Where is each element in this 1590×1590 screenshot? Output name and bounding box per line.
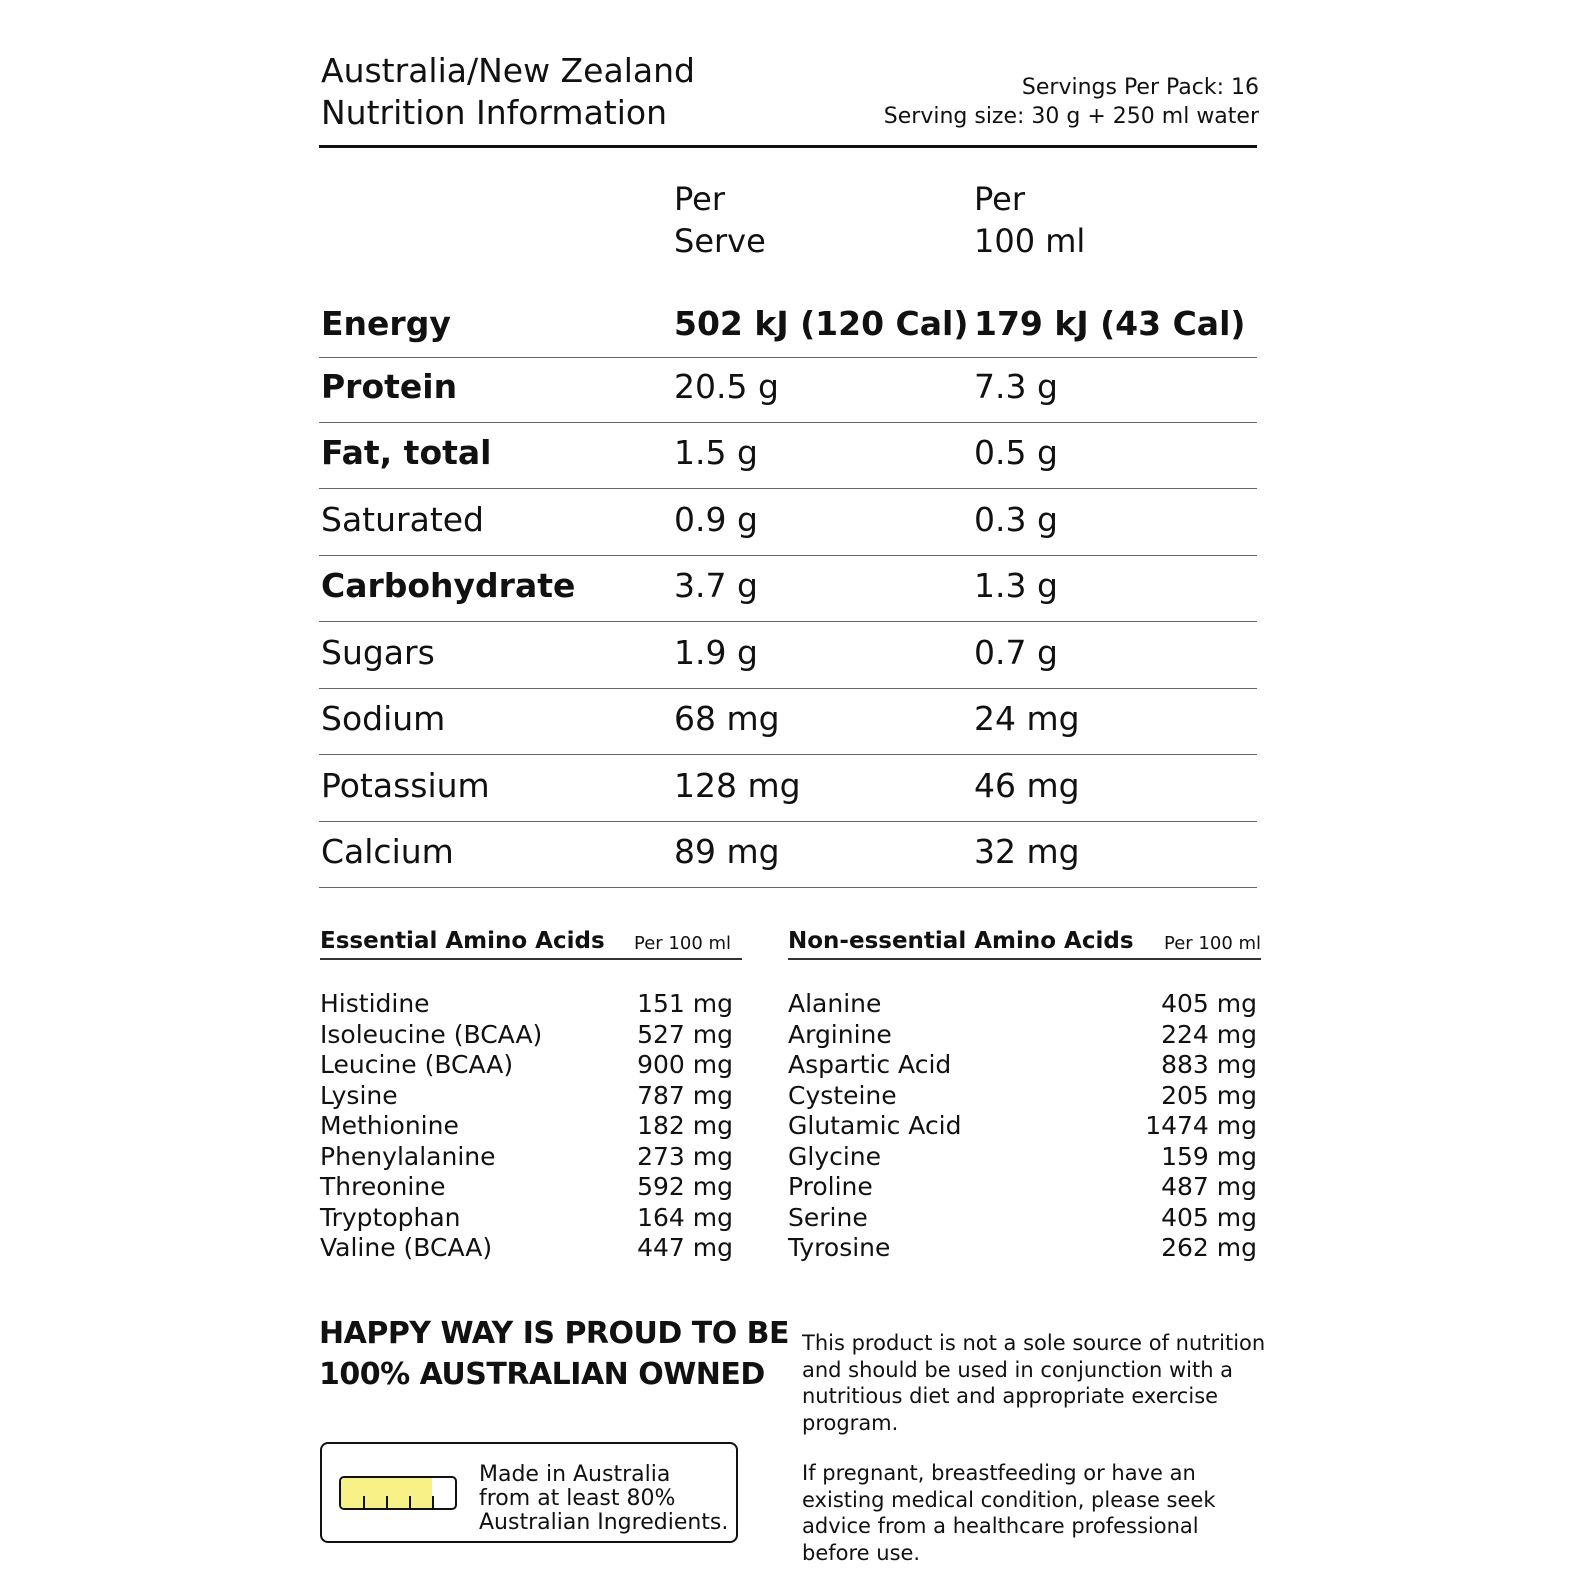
amino-acid-name: Phenylalanine	[320, 1141, 496, 1171]
badge-line-3: Australian Ingredients.	[479, 1510, 729, 1535]
amino-acid-value: 405 mg	[1161, 989, 1257, 1018]
nutrient-row	[319, 756, 1257, 822]
amino-acid-row	[320, 989, 733, 1020]
nutrient-label: Sugars	[321, 633, 435, 672]
col-per-100-line-2: 100 ml	[974, 222, 1086, 260]
nutrient-per-100ml: 24 mg	[974, 699, 1080, 738]
amino-acid-name: Methionine	[320, 1111, 459, 1140]
proud-line-1: HAPPY WAY IS PROUD TO BE	[319, 1316, 790, 1351]
amino-acid-name: Threonine	[320, 1172, 446, 1201]
amino-acid-value: 224 mg	[1161, 1019, 1257, 1049]
nutrient-row	[319, 288, 1257, 358]
disclaimer-nutrition: This product is not a sole source of nutrition and should be used in conjunction with a nutritious diet and appropriate exercise program.	[802, 1331, 1266, 1435]
nutrient-label: Calcium	[321, 832, 454, 871]
nutrient-row	[319, 357, 1257, 423]
amino-acid-name: Isoleucine (BCAA)	[320, 1019, 543, 1049]
nutrient-row	[319, 623, 1257, 689]
amino-acid-value: 159 mg	[1161, 1141, 1257, 1171]
essential-amino-list	[320, 989, 733, 1264]
nutrient-label: Protein	[321, 367, 458, 406]
badge-line-2: from at least 80%	[479, 1486, 676, 1511]
amino-acid-row	[320, 1050, 733, 1081]
nutrient-per-serve: 1.5 g	[674, 433, 758, 472]
amino-acid-row	[788, 989, 1257, 1020]
serving-size: Serving size: 30 g + 250 ml water	[883, 104, 1259, 129]
non-essential-amino-rule	[788, 958, 1261, 960]
essential-amino-heading: Essential Amino Acids	[320, 928, 605, 954]
amino-acid-value: 487 mg	[1161, 1172, 1257, 1201]
amino-acid-row	[320, 1142, 733, 1173]
amino-acid-row	[788, 1233, 1257, 1264]
nutrient-label: Saturated	[321, 500, 485, 539]
nutrient-label: Energy	[321, 304, 451, 343]
amino-acid-name: Serine	[788, 1202, 868, 1232]
amino-acid-value: 883 mg	[1161, 1050, 1257, 1079]
nutrient-per-100ml: 46 mg	[974, 766, 1080, 805]
nutrient-label: Sodium	[321, 699, 446, 738]
amino-acid-row	[788, 1020, 1257, 1051]
nutrient-per-100ml: 0.7 g	[974, 633, 1058, 672]
level-tick	[363, 1496, 365, 1508]
title-line-1: Australia/New Zealand	[321, 51, 695, 90]
nutrient-per-serve: 128 mg	[674, 766, 801, 805]
badge-text	[479, 1463, 728, 1535]
col-per-serve-line-2: Serve	[674, 222, 766, 260]
ingredient-level-icon	[339, 1476, 457, 1510]
amino-acid-name: Glutamic Acid	[788, 1111, 962, 1140]
badge-line-1: Made in Australia	[479, 1462, 671, 1487]
servings-per-pack: Servings Per Pack: 16	[1021, 75, 1259, 100]
amino-acid-name: Aspartic Acid	[788, 1050, 952, 1079]
amino-acid-name: Arginine	[788, 1019, 892, 1049]
amino-acid-name: Glycine	[788, 1141, 882, 1171]
amino-acid-name: Tyrosine	[788, 1233, 891, 1262]
amino-acid-name: Cysteine	[788, 1080, 897, 1110]
amino-acid-name: Lysine	[320, 1080, 398, 1110]
amino-acid-value: 273 mg	[637, 1141, 733, 1171]
nutrient-row	[319, 556, 1257, 622]
disclaimer-medical: If pregnant, breastfeeding or have an existing medical condition, please seek advice from a healthcare professional before use.	[802, 1461, 1216, 1565]
nutrient-per-serve: 20.5 g	[674, 367, 779, 406]
amino-acid-value: 592 mg	[637, 1172, 733, 1201]
amino-acid-name: Histidine	[320, 989, 430, 1018]
nutrient-per-serve: 68 mg	[674, 699, 780, 738]
header-divider	[319, 145, 1257, 148]
amino-acid-name: Alanine	[788, 989, 882, 1018]
nutrient-per-100ml: 179 kJ (43 Cal)	[974, 304, 1246, 343]
level-tick	[386, 1496, 388, 1508]
amino-acid-row	[320, 1020, 733, 1051]
level-tick	[409, 1496, 411, 1508]
nutrient-label: Carbohydrate	[321, 566, 576, 605]
amino-acid-name: Proline	[788, 1172, 873, 1201]
level-tick	[432, 1496, 434, 1508]
col-per-100-line-1: Per	[974, 180, 1025, 218]
amino-acid-row	[788, 1172, 1257, 1203]
essential-amino-rule	[320, 958, 742, 960]
amino-acid-row	[788, 1050, 1257, 1081]
amino-acid-value: 262 mg	[1161, 1233, 1257, 1262]
amino-acid-name: Leucine (BCAA)	[320, 1050, 514, 1079]
amino-acid-value: 205 mg	[1161, 1080, 1257, 1110]
nutrient-row	[319, 689, 1257, 755]
amino-acid-row	[788, 1203, 1257, 1234]
amino-acid-row	[788, 1111, 1257, 1142]
amino-acid-value: 405 mg	[1161, 1202, 1257, 1232]
nutrient-per-100ml: 7.3 g	[974, 367, 1058, 406]
nutrient-per-100ml: 0.3 g	[974, 500, 1058, 539]
nutrient-label: Potassium	[321, 766, 490, 805]
proud-line-2: 100% AUSTRALIAN OWNED	[319, 1357, 765, 1392]
non-essential-amino-per: Per 100 ml	[1164, 933, 1262, 954]
nutrient-row	[319, 822, 1257, 888]
nutrient-per-serve: 89 mg	[674, 832, 780, 871]
nutrient-label: Fat, total	[321, 433, 492, 472]
amino-acid-row	[320, 1233, 733, 1264]
amino-acid-name: Valine (BCAA)	[320, 1233, 493, 1262]
amino-acid-value: 900 mg	[637, 1050, 733, 1079]
nutrient-per-100ml: 32 mg	[974, 832, 1080, 871]
amino-acid-row	[788, 1142, 1257, 1173]
nutrient-row	[319, 490, 1257, 556]
nutrient-per-100ml: 0.5 g	[974, 433, 1058, 472]
title-line-2: Nutrition Information	[321, 93, 668, 132]
amino-acid-name: Tryptophan	[320, 1202, 461, 1232]
amino-acid-value: 447 mg	[637, 1233, 733, 1262]
non-essential-amino-heading: Non-essential Amino Acids	[788, 928, 1134, 954]
made-in-australia-badge	[320, 1442, 738, 1543]
amino-acid-value: 787 mg	[637, 1080, 733, 1110]
amino-acid-value: 151 mg	[637, 989, 733, 1018]
nutrient-per-100ml: 1.3 g	[974, 566, 1058, 605]
amino-acid-value: 1474 mg	[1145, 1111, 1257, 1140]
amino-acid-row	[320, 1172, 733, 1203]
amino-acid-row	[320, 1203, 733, 1234]
amino-acid-value: 182 mg	[637, 1111, 733, 1140]
nutrient-per-serve: 0.9 g	[674, 500, 758, 539]
nutrient-per-serve: 502 kJ (120 Cal)	[674, 304, 969, 343]
amino-acid-row	[320, 1081, 733, 1112]
non-essential-amino-list	[788, 989, 1257, 1264]
col-per-serve-line-1: Per	[674, 180, 725, 218]
amino-acid-value: 527 mg	[637, 1019, 733, 1049]
nutrient-per-serve: 3.7 g	[674, 566, 758, 605]
essential-amino-per: Per 100 ml	[634, 933, 732, 954]
amino-acid-row	[320, 1111, 733, 1142]
amino-acid-value: 164 mg	[637, 1202, 733, 1232]
nutrient-per-serve: 1.9 g	[674, 633, 758, 672]
amino-acid-row	[788, 1081, 1257, 1112]
nutrient-row	[319, 423, 1257, 489]
